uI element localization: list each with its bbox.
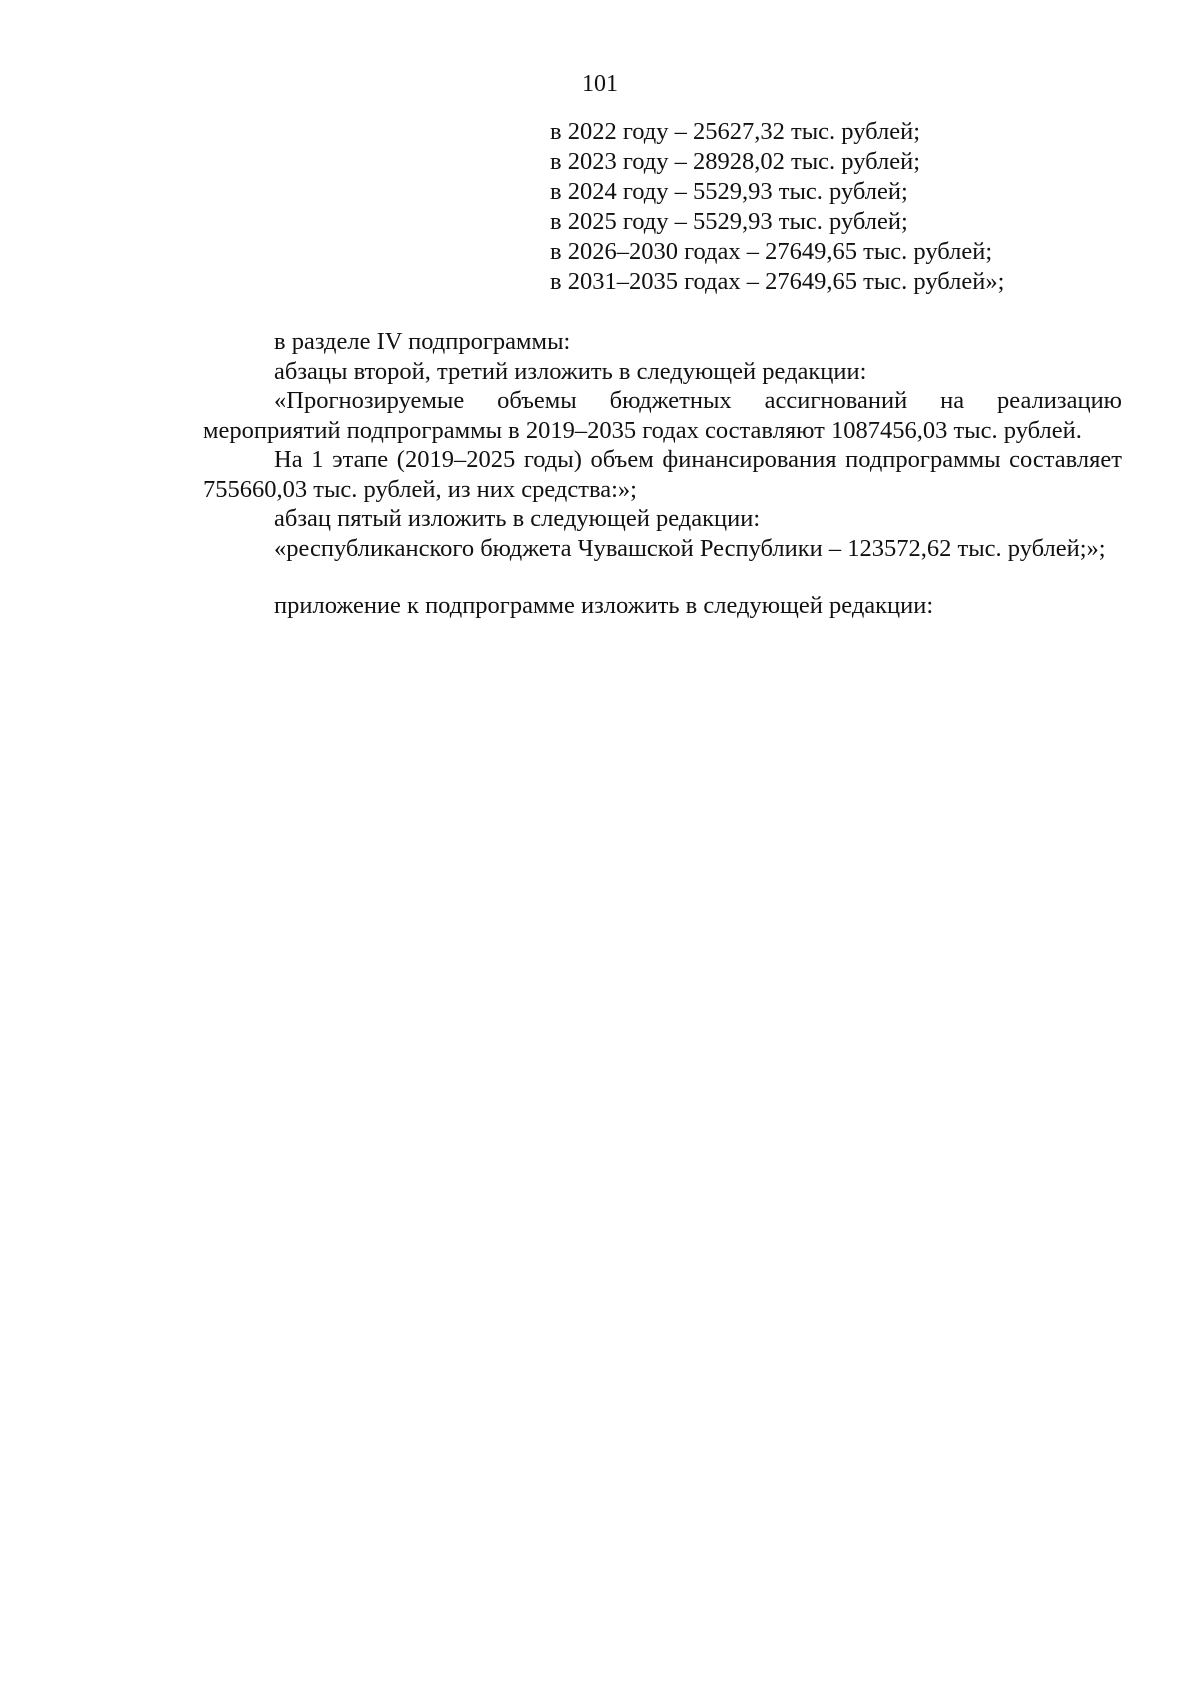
funding-line-2024: в 2024 году – 5529,93 тыс. рублей; (550, 178, 908, 205)
paragraph-forecast-volumes: «Прогнозируемые объемы бюджетных ассигнований на реализацию мероприятий подпрограммы в 2019–2035 годах составляют 1087456,03 тыс. рублей. (203, 387, 1122, 444)
paragraph-section-iv: в разделе IV подпрограммы: (274, 328, 571, 355)
paragraph-republican-budget: «республиканского бюджета Чувашской Республики – 123572,62 тыс. рублей;»; (274, 534, 1106, 562)
paragraph-appendix-instruction: приложение к подпрограмме изложить в следующей редакции: (274, 592, 934, 619)
funding-line-2023: в 2023 году – 28928,02 тыс. рублей; (550, 148, 921, 175)
page-number: 101 (582, 71, 618, 97)
funding-line-2022: в 2022 году – 25627,32 тыс. рублей; (550, 118, 921, 145)
paragraph-fifth-instruction: абзац пятый изложить в следующей редакции: (274, 505, 761, 532)
funding-list (550, 117, 1004, 297)
body-text (203, 327, 1122, 621)
paragraph-stage-one-funding: На 1 этапе (2019–2025 годы) объем финансирования подпрограммы составляет 755660,03 тыс. рублей, из них средства:»; (203, 446, 1122, 503)
funding-line-2025: в 2025 году – 5529,93 тыс. рублей; (550, 208, 908, 235)
funding-line-2031-2035: в 2031–2035 годах – 27649,65 тыс. рублей»; (550, 268, 1005, 295)
funding-line-2026-2030: в 2026–2030 годах – 27649,65 тыс. рублей; (550, 238, 993, 265)
paragraph-second-third-instruction: абзацы второй, третий изложить в следующей редакции: (274, 357, 867, 385)
